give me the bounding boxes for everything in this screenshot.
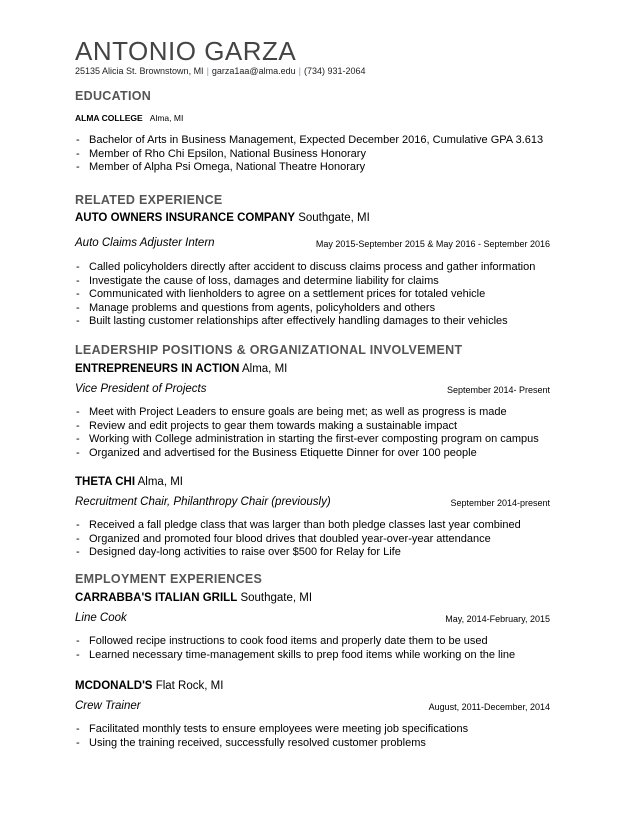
list-item: - Built lasting customer relationships after effectively handling damages to their vehicles	[75, 315, 535, 329]
role-title: Line Cook	[75, 612, 127, 624]
school-name: ALMA COLLEGE	[75, 113, 143, 123]
role-dates: May 2015-September 2015 & May 2016 - September 2016	[315, 239, 550, 249]
list-item: - Communicated with lienholders to agree on a settlement prices for totaled vehicle	[75, 288, 535, 302]
role-title: Recruitment Chair, Philanthropy Chair (previously)	[75, 496, 331, 508]
list-item: - Meet with Project Leaders to ensure goals are being met; as well as progress is made	[75, 406, 539, 420]
list-item: - Using the training received, successfully resolved customer problems	[75, 737, 468, 751]
org-name: MCDONALD'S	[75, 680, 153, 692]
list-item: - Review and edit projects to gear them towards making a sustainable impact	[75, 420, 539, 434]
role-dates: September 2014- Present	[446, 385, 550, 395]
education-list	[75, 134, 543, 175]
list-item: - Bachelor of Arts in Business Management, Expected December 2016, Cumulative GPA 3.613	[75, 134, 543, 148]
section-heading-education: EDUCATION	[75, 89, 152, 103]
list-item: - Called policyholders directly after accident to discuss claims process and gather information	[75, 261, 535, 275]
role-dates: September 2014-present	[450, 498, 550, 508]
job-org	[75, 592, 312, 604]
org-location: Alma, MI	[241, 363, 288, 375]
list-item: - Designed day-long activities to raise over $500 for Relay for Life	[75, 546, 521, 560]
list-item: - Member of Alpha Psi Omega, National Theatre Honorary	[75, 161, 543, 175]
job-role-line	[75, 612, 550, 624]
list-item: - Investigate the cause of loss, damages and determine liability for claims	[75, 275, 535, 289]
org-location: Southgate, MI	[298, 212, 370, 224]
email: garza1aa@alma.edu	[211, 66, 296, 76]
job-role-line	[75, 700, 550, 712]
role-title: Vice President of Projects	[75, 383, 207, 395]
org-location: Southgate, MI	[240, 592, 313, 604]
job-role-line	[75, 237, 550, 249]
org-name: AUTO OWNERS INSURANCE COMPANY	[75, 212, 295, 224]
list-item: - Organized and promoted four blood drives that doubled year-over-year attendance	[75, 533, 521, 547]
section-heading-leadership: LEADERSHIP POSITIONS & ORGANIZATIONAL INVOLVEMENT	[75, 343, 463, 357]
job-role-line	[75, 383, 550, 395]
list-item: - Followed recipe instructions to cook food items and properly date them to be used	[75, 635, 515, 649]
list-item: - Member of Rho Chi Epsilon, National Business Honorary	[75, 148, 543, 162]
list-item: - Learned necessary time-management skills to prep food items while working on the line	[75, 649, 515, 663]
role-dates: May, 2014-February, 2015	[445, 614, 550, 624]
section-heading-employment: EMPLOYMENT EXPERIENCES	[75, 572, 263, 586]
job-org	[75, 363, 287, 375]
phone: (734) 931-2064	[303, 66, 366, 76]
org-name: THETA CHI	[75, 476, 136, 488]
job-org	[75, 212, 370, 224]
list-item: - Organized and advertised for the Business Etiquette Dinner for over 100 people	[75, 447, 539, 461]
job-org	[75, 680, 223, 692]
school-location: Alma, MI	[149, 113, 184, 123]
job-org	[75, 476, 183, 488]
job-role-line	[75, 496, 550, 508]
list-item: - Facilitated monthly tests to ensure employees were meeting job specifications	[75, 723, 468, 737]
candidate-name: ANTONIO GARZA	[75, 36, 297, 66]
section-heading-related: RELATED EXPERIENCE	[75, 193, 223, 207]
job-duties-list	[75, 406, 539, 460]
org-name: CARRABBA'S ITALIAN GRILL	[75, 592, 238, 604]
list-item: - Received a fall pledge class that was larger than both pledge classes last year combined	[75, 519, 521, 533]
role-dates: August, 2011-December, 2014	[428, 702, 550, 712]
contact-line	[75, 66, 366, 76]
org-name: ENTREPRENEURS IN ACTION	[75, 363, 240, 375]
job-duties-list	[75, 723, 468, 750]
separator: |	[298, 66, 301, 76]
role-title: Crew Trainer	[75, 700, 141, 712]
org-location: Alma, MI	[137, 476, 183, 488]
job-duties-list	[75, 261, 535, 329]
address: 25135 Alicia St. Brownstown, MI	[75, 66, 204, 76]
job-duties-list	[75, 635, 515, 662]
separator: |	[206, 66, 209, 76]
org-location: Flat Rock, MI	[155, 680, 224, 692]
list-item: - Manage problems and questions from agents, policyholders and others	[75, 302, 535, 316]
education-school	[75, 113, 183, 123]
job-duties-list	[75, 519, 521, 560]
list-item: - Working with College administration in starting the first-ever composting program on campus	[75, 433, 539, 447]
role-title: Auto Claims Adjuster Intern	[75, 237, 215, 249]
